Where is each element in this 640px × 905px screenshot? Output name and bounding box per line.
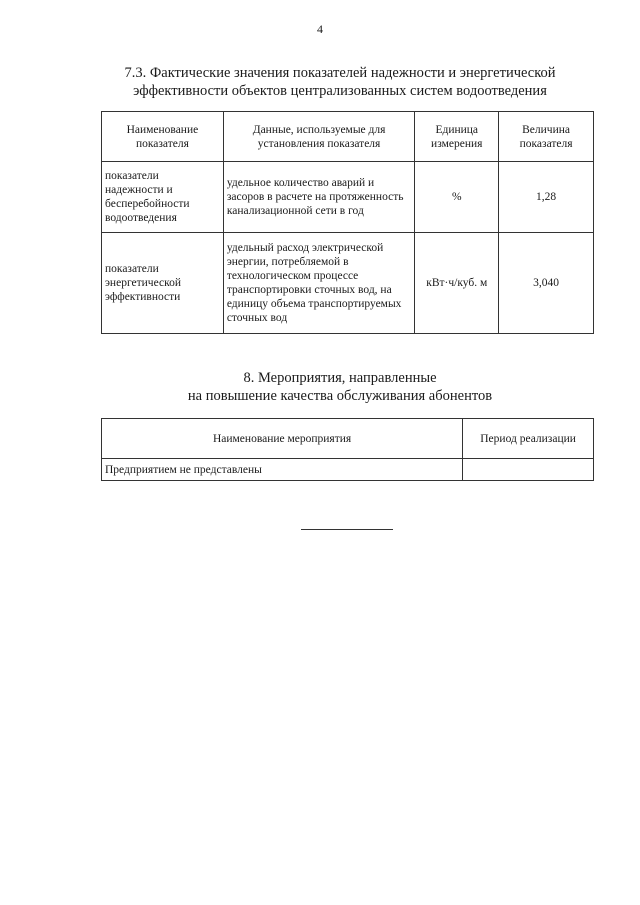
indicator-value-cell: 1,28 (499, 162, 594, 233)
indicator-unit-cell: кВт·ч/куб. м (415, 233, 499, 334)
measures-table (101, 418, 594, 481)
header-period: Период реализации (463, 419, 594, 459)
section-8-title-line2: на повышение качества обслуживания абонентов (187, 388, 493, 404)
closing-divider (301, 529, 393, 530)
table-row (102, 233, 594, 334)
section-7-3-title-line2: эффективности объектов централизованных систем водоотведения (133, 83, 547, 99)
measure-period-cell (463, 459, 594, 481)
indicator-data-cell: удельное количество аварий и засоров в расчете на протяженность канализационной сети в год (223, 162, 414, 233)
measure-name-cell: Предприятием не представлены (102, 459, 463, 481)
indicator-value-cell: 3,040 (499, 233, 594, 334)
indicators-table (101, 111, 594, 334)
table-row (102, 459, 594, 481)
indicator-unit-cell: % (415, 162, 499, 233)
section-8-title (20, 369, 640, 405)
table-header-row (102, 112, 594, 162)
page-number: 4 (317, 22, 323, 36)
indicator-name-cell: показатели надежности и бесперебойности водоотведения (102, 162, 224, 233)
table-row (102, 162, 594, 233)
header-data-used: Данные, используемые для установления показателя (223, 112, 414, 162)
header-unit: Единица измерения (415, 112, 499, 162)
indicator-name-cell: показатели энергетической эффективности (102, 233, 224, 334)
header-value: Величина показателя (499, 112, 594, 162)
indicator-data-cell: удельный расход электрической энергии, потребляемой в технологическом процессе транспортировки сточных вод, на единицу объема транспортируемых сточных вод (223, 233, 414, 334)
header-measure-name: Наименование мероприятия (102, 419, 463, 459)
header-indicator-name: Наименование показателя (102, 112, 224, 162)
section-8-title-line1: 8. Мероприятия, направленные (243, 370, 437, 386)
section-7-3-title (20, 64, 640, 100)
section-7-3-title-line1: 7.3. Фактические значения показателей надежности и энергетической (124, 65, 556, 81)
table-header-row (102, 419, 594, 459)
